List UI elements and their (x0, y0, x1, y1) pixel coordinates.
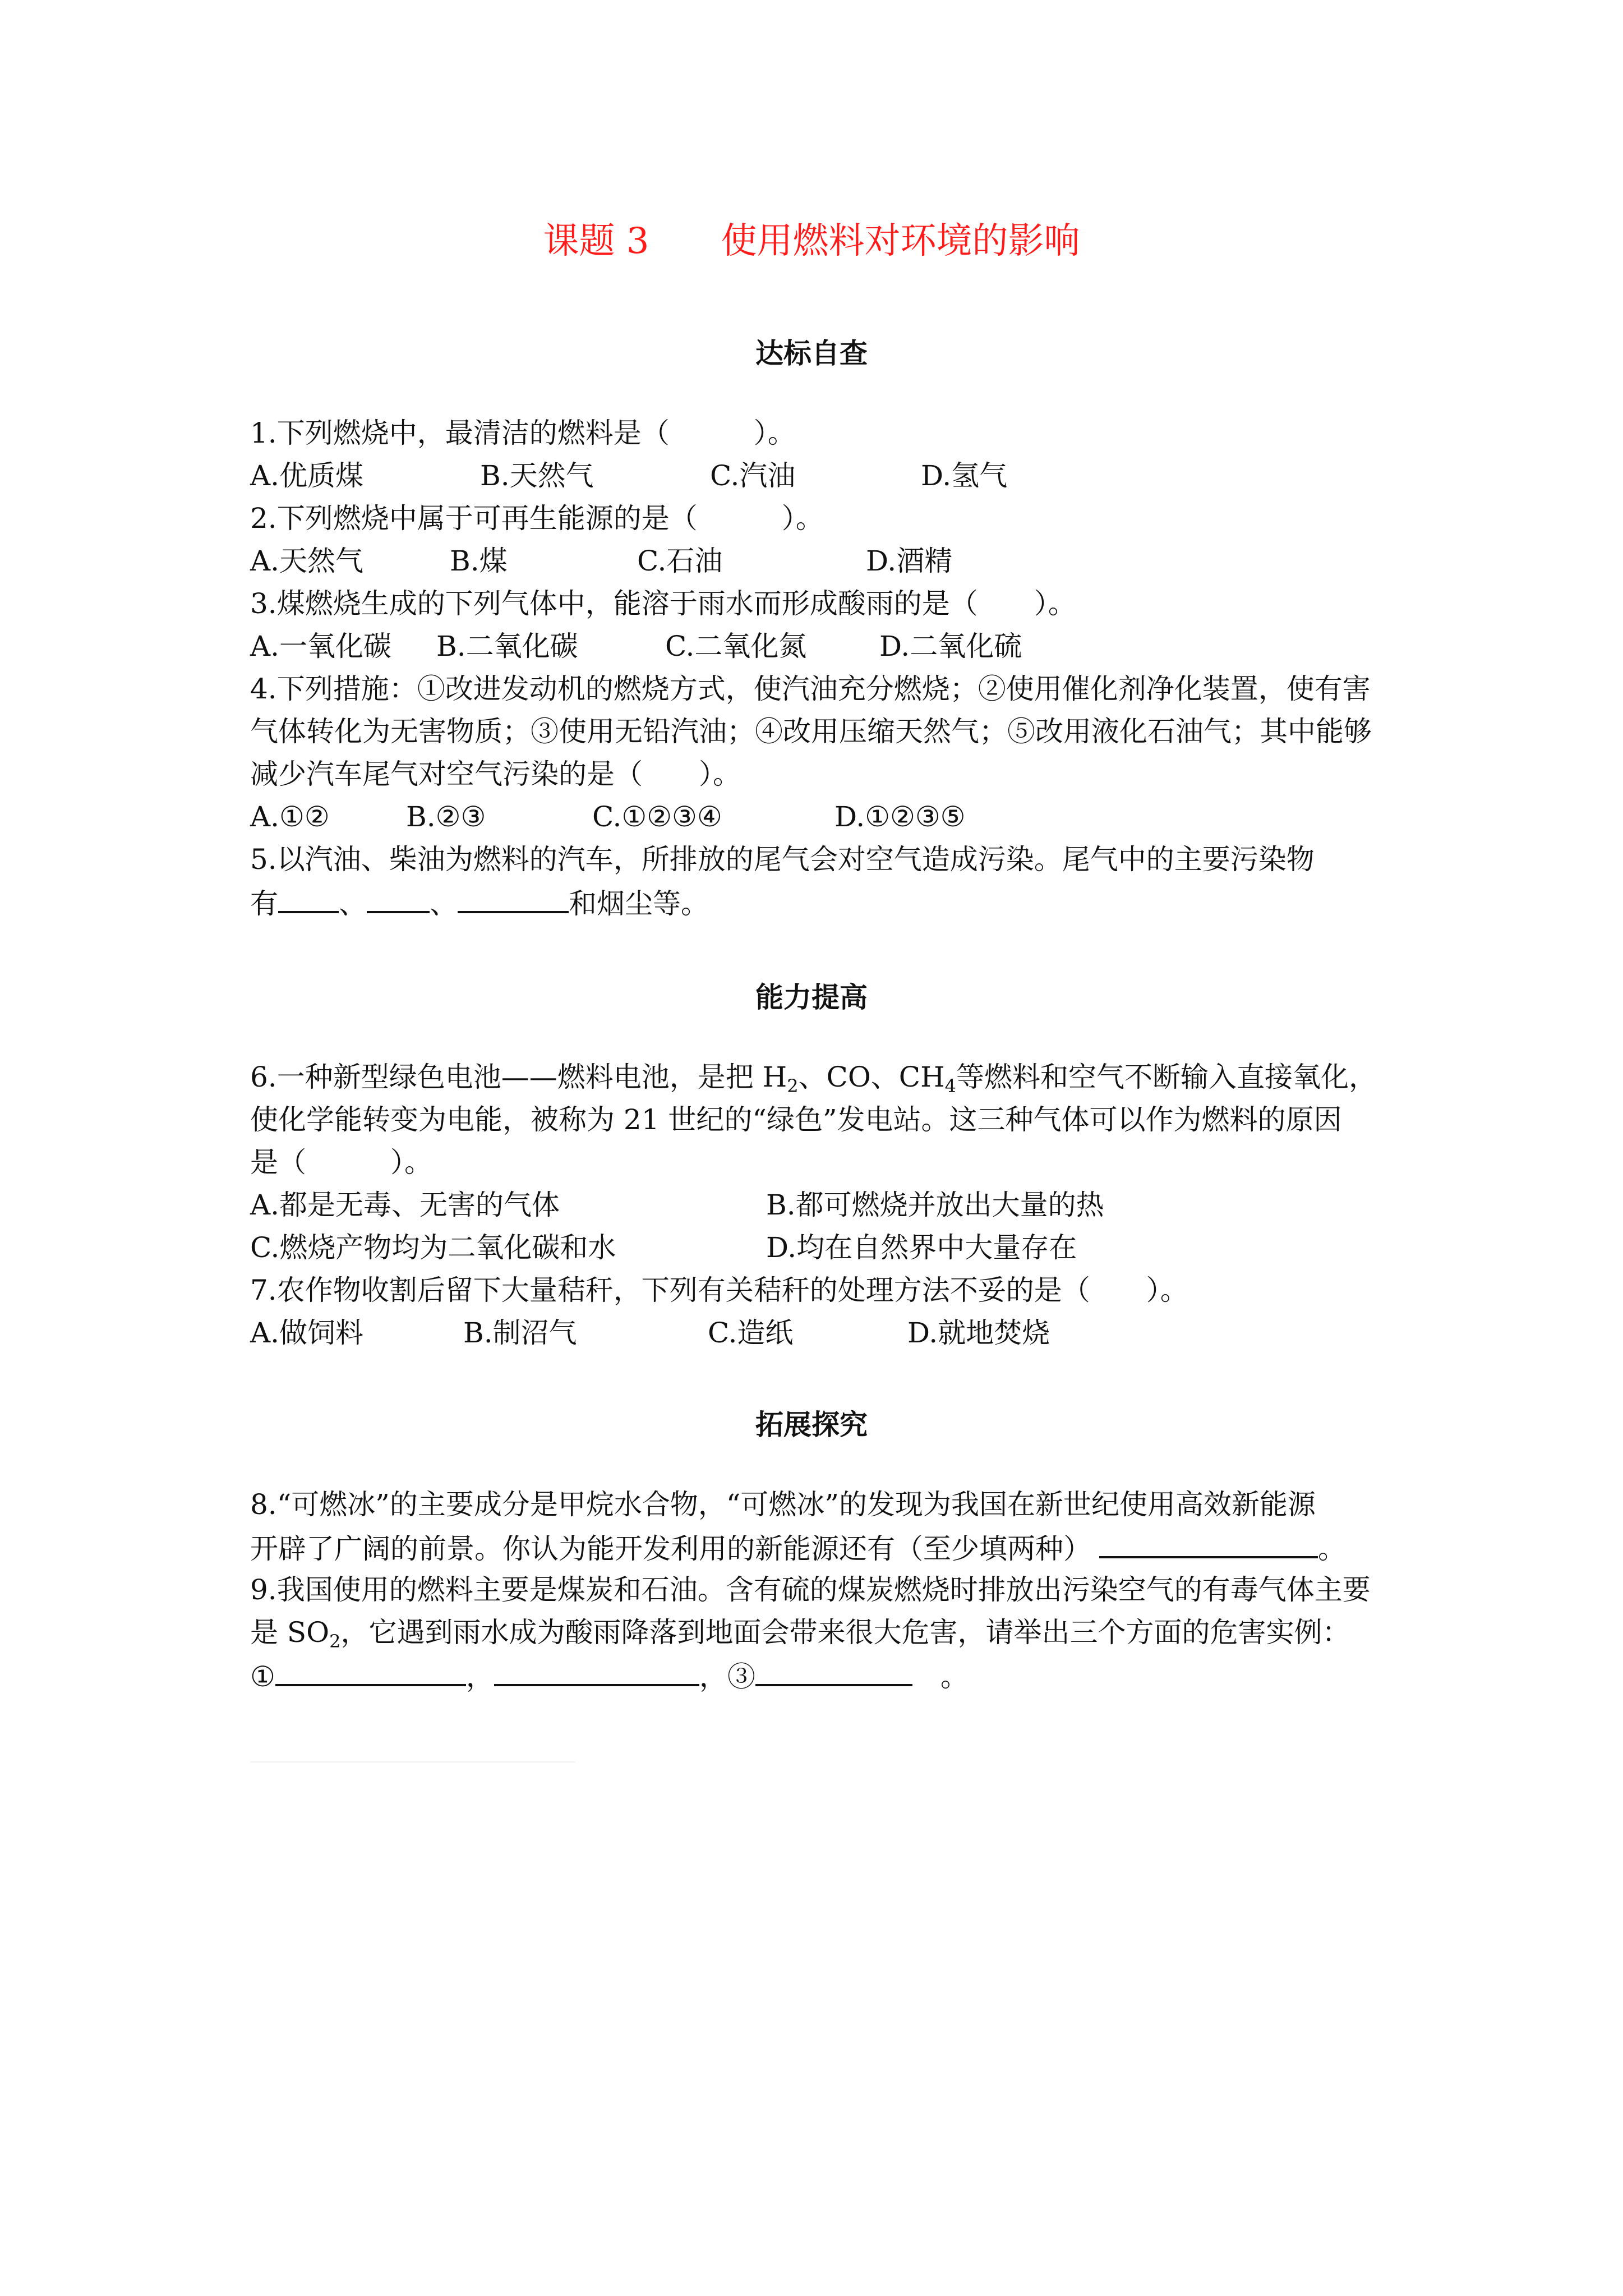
question-6-line-2: 使化学能转变为电能，被称为 21 世纪的“绿色”发电站。这三种气体可以作为燃料的原因 (250, 1103, 1342, 1136)
question-1-option-b: B.天然气 (480, 459, 594, 492)
question-3-stem: 3.煤燃烧生成的下列气体中，能溶于雨水而形成酸雨的是（ ）。 (250, 587, 1076, 620)
question-9-comma: ， (465, 1660, 494, 1693)
question-6-text: 等燃料和空气不断输入直接氧化， (956, 1061, 1377, 1093)
question-2-option-d: D.酒精 (866, 545, 953, 577)
question-6-option-a: A.都是无毒、无害的气体 (250, 1189, 560, 1221)
question-3-option-d: D.二氧化硫 (879, 630, 1022, 662)
section-heading-self-check: 达标自查 (755, 337, 868, 370)
question-6-option-d: D.均在自然界中大量存在 (766, 1231, 1077, 1264)
question-6-option-c: C.燃烧产物均为二氧化碳和水 (250, 1231, 616, 1264)
subscript: 4 (944, 1075, 957, 1097)
question-4-option-d: D.①②③⑤ (834, 800, 966, 833)
question-1-option-a: A.优质煤 (250, 459, 364, 492)
question-6-text: 、CO、CH (798, 1061, 945, 1093)
question-8-text: 开辟了广阔的前景。你认为能开发利用的新能源还有（至少填两种） (250, 1533, 1091, 1565)
question-9-text: 是 SO (250, 1616, 330, 1649)
question-9-mark: ① (250, 1660, 275, 1693)
subscript: 2 (787, 1075, 799, 1097)
question-2-option-c: C.石油 (637, 545, 723, 577)
question-4-line-1: 4.下列措施：①改进发动机的燃烧方式，使汽油充分燃烧；②使用催化剂净化装置，使有害 (250, 673, 1371, 705)
question-8-line-2 (250, 1530, 1346, 1566)
question-5-line-2 (250, 885, 709, 921)
question-3-option-c: C.二氧化氮 (665, 630, 807, 662)
question-7-option-b: B.制沼气 (463, 1317, 577, 1349)
answer-blank-1[interactable] (278, 885, 339, 913)
question-4-option-a: A.①② (250, 800, 330, 833)
question-9-line-1: 9.我国使用的燃料主要是煤炭和石油。含有硫的煤炭燃烧时排放出污染空气的有毒气体主要 (250, 1573, 1371, 1606)
question-7-option-d: D.就地焚烧 (907, 1317, 1050, 1349)
question-7-option-c: C.造纸 (708, 1317, 794, 1349)
question-6-option-b: B.都可燃烧并放出大量的热 (766, 1189, 1104, 1221)
question-2-stem: 2.下列燃烧中属于可再生能源的是（ ）。 (250, 502, 824, 535)
question-4-line-3: 减少汽车尾气对空气污染的是（ ）。 (250, 758, 741, 790)
answer-blank-3[interactable] (458, 885, 569, 913)
question-5-line-1: 5.以汽油、柴油为燃料的汽车，所排放的尾气会对空气造成污染。尾气中的主要污染物 (250, 843, 1315, 876)
question-5-prefix: 有 (250, 887, 278, 920)
page-title: 课题 3 使用燃料对环境的影响 (543, 220, 1080, 262)
question-9-line-3 (250, 1658, 969, 1694)
question-3-option-a: A.一氧化碳 (250, 630, 392, 662)
question-2-option-b: B.煤 (450, 545, 508, 577)
question-6-line-3: 是（ ）。 (250, 1146, 432, 1179)
question-5-separator: 、 (430, 887, 458, 920)
question-4-option-c: C.①②③④ (592, 800, 722, 833)
subscript: 2 (329, 1631, 341, 1652)
section-heading-ability: 能力提高 (755, 981, 868, 1014)
question-1-stem: 1.下列燃烧中，最清洁的燃料是（ ）。 (250, 417, 796, 449)
question-9-line-2 (250, 1616, 1350, 1652)
question-6-text: 6.一种新型绿色电池——燃料电池，是把 H (250, 1061, 787, 1093)
question-5-separator: 、 (339, 887, 367, 920)
footer-divider (250, 1761, 575, 1763)
answer-blank-2[interactable] (367, 885, 430, 913)
question-9-text: ，它遇到雨水成为酸雨降落到地面会带来很大危害，请举出三个方面的危害实例： (340, 1616, 1350, 1649)
question-4-option-b: B.②③ (406, 800, 486, 833)
question-7-option-a: A.做饲料 (250, 1317, 364, 1349)
answer-blank-harm-2[interactable] (494, 1658, 699, 1686)
question-8-end: 。 (1318, 1533, 1346, 1565)
question-8-line-1: 8.“可燃冰”的主要成分是甲烷水合物，“可燃冰”的发现为我国在新世纪使用高效新能源 (250, 1488, 1316, 1521)
question-4-line-2: 气体转化为无害物质；③使用无铅汽油；④改用压缩天然气；⑤改用液化石油气；其中能够 (250, 715, 1372, 748)
question-1-option-c: C.汽油 (710, 459, 796, 492)
answer-blank-new-energy[interactable] (1099, 1530, 1318, 1558)
question-5-suffix: 和烟尘等。 (569, 887, 709, 920)
question-9-end: 。 (912, 1660, 969, 1693)
question-9-mark: ③ (727, 1660, 755, 1693)
answer-blank-harm-3[interactable] (755, 1658, 912, 1686)
question-2-option-a: A.天然气 (250, 545, 364, 577)
question-3-option-b: B.二氧化碳 (436, 630, 578, 662)
section-heading-extension: 拓展探究 (755, 1408, 868, 1441)
answer-blank-harm-1[interactable] (275, 1658, 466, 1686)
question-7-stem: 7.农作物收割后留下大量秸秆，下列有关秸秆的处理方法不妥的是（ ）。 (250, 1274, 1188, 1306)
question-6-line-1 (250, 1060, 1377, 1097)
question-9-comma: ， (699, 1660, 727, 1693)
question-1-option-d: D.氢气 (921, 459, 1008, 492)
